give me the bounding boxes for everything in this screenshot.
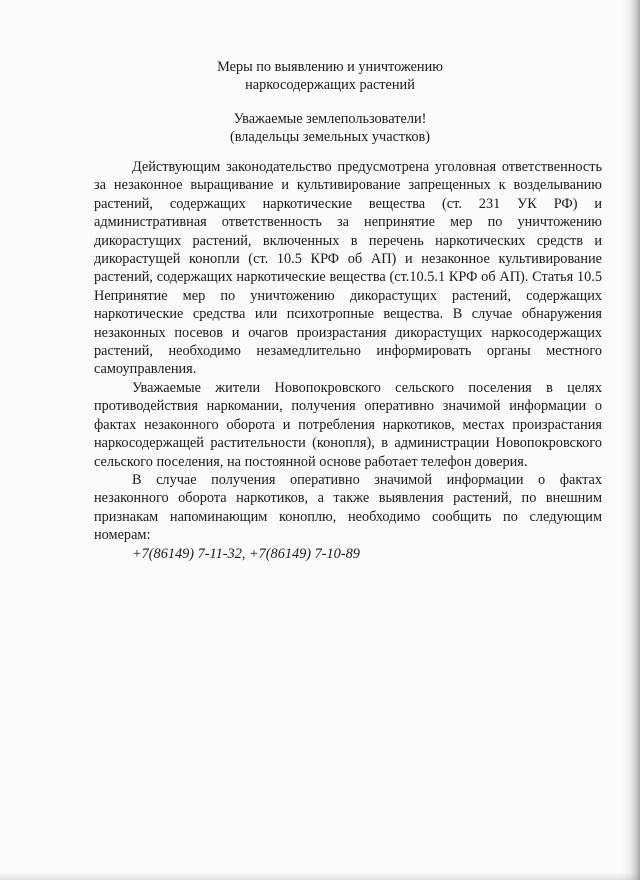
- scan-shadow-bottom: [0, 872, 640, 880]
- phone-numbers: +7(86149) 7-11-32, +7(86149) 7-10-89: [132, 545, 360, 562]
- title-line-1: Меры по выявлению и уничтожению: [217, 59, 443, 75]
- document-body: [94, 158, 602, 563]
- scan-shadow-right: [622, 0, 640, 880]
- greeting: [140, 110, 520, 147]
- title-line-2: наркосодержащих растений: [245, 77, 415, 94]
- paragraph-legal-responsibility: Действующим законодательство предусмотрена уголовная ответственность за незаконное выращивание и культивирование запрещенных к возделыванию растений, содержащих наркотические вещества (ст. 231 УК РФ) и административная ответственность за непринятие мер по уничтожению дикорастущих растений, включенных в перечень наркотических средств и дикорастущей конопли (ст. 10.5 КРФ об АП) и незаконное культивирование растений, содержащих наркотические вещества (ст.10.5.1 КРФ об АП). Статья 10.5 Непринятие мер по уничтожению дикорастущих растений, содержащих наркотические средства или психотропные вещества. В случае обнаружения незаконных посевов и очагов произрастания дикорастущих наркосодержащих растений, необходимо незамедлительно информировать органы местного самоуправления.: [94, 159, 602, 378]
- paragraph-hotline: Уважаемые жители Новопокровского сельского поселения в целях противодействия наркомании, получения оперативно значимой информации о фактах незаконного оборота и потребления наркотиков, местах произрастания наркосодержащей растительности (конопля), в администрации Новопокровского сельского поселения, на постоянной основе работает телефон доверия.: [94, 379, 602, 470]
- paragraph-report-instructions: В случае получения оперативно значимой информации о фактах незаконного оборота наркотиков, а также выявления растений, по внешним признакам напоминающим коноплю, необходимо сообщить по следующим номерам:: [94, 471, 602, 544]
- greeting-line-1: Уважаемые землепользователи!: [233, 111, 427, 127]
- greeting-line-2: (владельцы земельных участков): [229, 129, 431, 146]
- document-title: [140, 58, 520, 95]
